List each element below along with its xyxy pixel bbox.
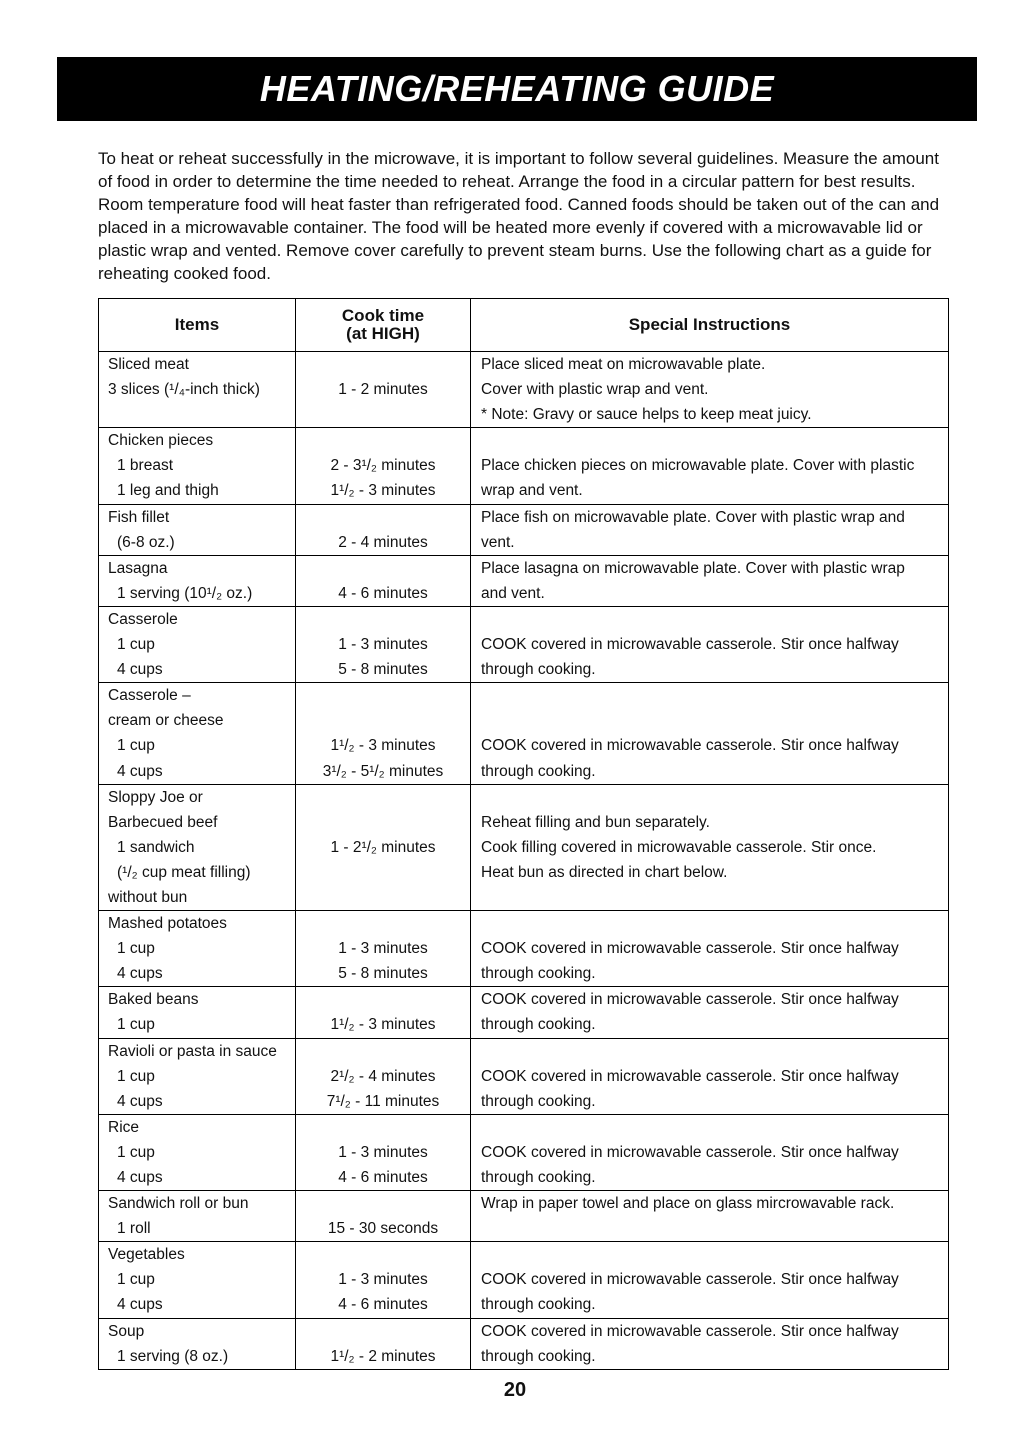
- table-row: [99, 504, 949, 555]
- cell-item: [99, 1038, 296, 1114]
- cell-instructions: [471, 1242, 949, 1318]
- cook-time-line: 4 - 6 minutes: [338, 1169, 428, 1186]
- cook-time-line: 1¹/₂ - 2 minutes: [330, 1347, 436, 1365]
- cook-time-line: [296, 1115, 470, 1140]
- cell-cook-time: [296, 1114, 471, 1190]
- table-row: [99, 1038, 949, 1114]
- item-line: Soup: [108, 1322, 145, 1340]
- item-line: 1 leg and thigh: [117, 482, 219, 500]
- cook-time-line: 2 - 4 minutes: [338, 533, 428, 551]
- cell-cook-time: [296, 1038, 471, 1114]
- item-line: Casserole –: [108, 687, 191, 705]
- cell-instructions: [471, 987, 949, 1038]
- item-line: Chicken pieces: [108, 432, 214, 450]
- item-line: 4 cups: [117, 1169, 163, 1186]
- reheating-guide-table: [98, 298, 949, 1370]
- cook-time-line: 2¹/₂ - 4 minutes: [330, 1067, 436, 1085]
- cook-time-line: 1 - 2¹/₂ minutes: [330, 838, 436, 856]
- item-line: cream or cheese: [108, 712, 224, 730]
- instruction-line: [471, 1039, 948, 1064]
- cook-time-line: [296, 352, 470, 377]
- cell-instructions: [471, 1038, 949, 1114]
- cell-cook-time: [296, 1318, 471, 1369]
- cook-time-line: [296, 810, 470, 835]
- cell-instructions: [471, 606, 949, 682]
- header-cook-time: [296, 299, 471, 352]
- table-row: [99, 606, 949, 682]
- cell-cook-time: [296, 911, 471, 987]
- instruction-line: vent.: [481, 533, 515, 551]
- cook-time-line: 2 - 3¹/₂ minutes: [330, 457, 436, 475]
- instruction-line: COOK covered in microwavable casserole. Stir once halfway: [481, 940, 899, 958]
- instruction-line: COOK covered in microwavable casserole. Stir once halfway: [481, 1143, 899, 1161]
- item-line: 1 cup: [117, 940, 155, 958]
- instruction-line: COOK covered in microwavable casserole. Stir once halfway: [481, 737, 899, 755]
- item-line: 1 serving (10¹/₂ oz.): [117, 584, 253, 602]
- instruction-line: COOK covered in microwavable casserole. Stir once halfway: [481, 991, 899, 1009]
- cook-time-line: [296, 505, 470, 530]
- intro-paragraph: To heat or reheat successfully in the microwave, it is important to follow several guidelines. Measure the amount of food in order to determine the time needed to reheat. Arrange the food in a circular pattern for best results. Room temperature food will heat faster than refrigerated food. Canned foods should be taken out of the can and placed in a microwavable container. The food will be heated more evenly if covered with a microwavable lid or plastic wrap and vented. Remove cover carefully to prevent steam burns. Use the following chart as a guide for reheating cooked food.: [98, 149, 940, 283]
- cook-time-line: [296, 1039, 470, 1064]
- table-row: [99, 1191, 949, 1242]
- table-row: [99, 784, 949, 910]
- cook-time-line: [296, 402, 470, 427]
- cook-time-line: [296, 1191, 470, 1216]
- item-line: Fish fillet: [108, 508, 170, 526]
- item-line: 1 sandwich: [117, 838, 195, 856]
- item-line: Rice: [108, 1118, 140, 1136]
- cell-cook-time: [296, 1242, 471, 1318]
- table-body: [99, 352, 949, 1370]
- cell-cook-time: [296, 555, 471, 606]
- item-line: Vegetables: [108, 1246, 185, 1264]
- cook-time-line: 4 - 6 minutes: [338, 584, 428, 602]
- cook-time-line: 1 - 3 minutes: [338, 636, 428, 654]
- cook-time-line: 3¹/₂ - 5¹/₂ minutes: [322, 762, 444, 780]
- cook-time-line: 1 - 3 minutes: [338, 940, 428, 958]
- instruction-line: [471, 683, 948, 708]
- instruction-line: through cooking.: [481, 1016, 596, 1034]
- cook-time-line: [296, 607, 470, 632]
- cell-cook-time: [296, 683, 471, 784]
- instruction-line: through cooking.: [481, 661, 596, 679]
- cell-item: [99, 606, 296, 682]
- cell-instructions: [471, 683, 949, 784]
- item-line: Lasagna: [108, 559, 168, 577]
- cook-time-line: 1¹/₂ - 3 minutes: [330, 1016, 436, 1034]
- cook-time-line: 1 - 3 minutes: [338, 1271, 428, 1289]
- item-line: 1 cup: [117, 1271, 155, 1289]
- instruction-line: COOK covered in microwavable casserole. Stir once halfway: [481, 1271, 899, 1289]
- item-line: Baked beans: [108, 991, 199, 1009]
- instruction-line: COOK covered in microwavable casserole. Stir once halfway: [481, 1067, 899, 1085]
- instruction-line: [471, 607, 948, 632]
- table-row: [99, 1318, 949, 1369]
- item-line: 1 roll: [117, 1220, 151, 1238]
- cell-cook-time: [296, 606, 471, 682]
- cook-time-line: [296, 708, 470, 733]
- instruction-line: through cooking.: [481, 1296, 596, 1314]
- cell-item: [99, 987, 296, 1038]
- cell-item: [99, 784, 296, 910]
- instruction-line: [471, 911, 948, 936]
- cell-cook-time: [296, 504, 471, 555]
- cell-item: [99, 911, 296, 987]
- item-line: 1 cup: [117, 636, 155, 654]
- item-line: 1 breast: [117, 457, 174, 475]
- instruction-line: through cooking.: [481, 1092, 596, 1110]
- header-special-instructions: Special Instructions: [471, 299, 949, 352]
- instruction-line: Place chicken pieces on microwavable plate. Cover with plastic: [481, 457, 915, 475]
- instruction-line: Wrap in paper towel and place on glass mircrowavable rack.: [481, 1195, 895, 1213]
- table-row: [99, 987, 949, 1038]
- item-line: [99, 402, 295, 427]
- table-row: [99, 352, 949, 428]
- instruction-line: through cooking.: [481, 1169, 596, 1186]
- cell-item: [99, 1318, 296, 1369]
- cell-cook-time: [296, 352, 471, 428]
- cell-cook-time: [296, 1191, 471, 1242]
- instruction-line: COOK covered in microwavable casserole. Stir once halfway: [481, 636, 899, 654]
- item-line: 4 cups: [117, 762, 163, 780]
- table-row: [99, 1114, 949, 1190]
- cell-instructions: [471, 1114, 949, 1190]
- header-items: Items: [99, 299, 296, 352]
- table-row: [99, 555, 949, 606]
- instruction-line: [471, 708, 948, 733]
- item-line: Sloppy Joe or: [108, 788, 203, 806]
- cook-time-line: 5 - 8 minutes: [338, 661, 428, 679]
- item-line: 4 cups: [117, 661, 163, 679]
- cook-time-line: 1¹/₂ - 3 minutes: [330, 482, 436, 500]
- cell-item: [99, 1191, 296, 1242]
- instruction-line: through cooking.: [481, 762, 596, 780]
- instruction-line: [471, 1242, 948, 1267]
- cook-time-line: [296, 987, 470, 1012]
- cook-time-line: [296, 1242, 470, 1267]
- cell-instructions: [471, 1318, 949, 1369]
- item-line: (¹/₂ cup meat filling): [117, 863, 251, 881]
- instruction-line: [471, 1216, 948, 1241]
- cell-item: [99, 1242, 296, 1318]
- cell-instructions: [471, 504, 949, 555]
- item-line: 4 cups: [117, 1092, 163, 1110]
- cell-instructions: [471, 555, 949, 606]
- table-row: [99, 428, 949, 504]
- instruction-line: Place fish on microwavable plate. Cover with plastic wrap and: [481, 508, 905, 526]
- instruction-line: [471, 885, 948, 910]
- cook-time-line: 1 - 2 minutes: [338, 381, 428, 399]
- cook-time-line: 15 - 30 seconds: [327, 1220, 439, 1238]
- cell-item: [99, 504, 296, 555]
- cook-time-line: 4 - 6 minutes: [338, 1296, 428, 1314]
- instruction-line: Place sliced meat on microwavable plate.: [481, 356, 766, 373]
- cell-item: [99, 352, 296, 428]
- item-line: 1 serving (8 oz.): [117, 1347, 229, 1365]
- cook-time-line: 5 - 8 minutes: [338, 965, 428, 983]
- instruction-line: Cover with plastic wrap and vent.: [481, 381, 709, 399]
- cell-instructions: [471, 1191, 949, 1242]
- cook-time-line: [296, 885, 470, 910]
- cook-time-line: [296, 428, 470, 453]
- cook-time-line: [296, 860, 470, 885]
- instruction-line: [471, 1115, 948, 1140]
- page-number: 20: [503, 1379, 527, 1401]
- instruction-line: through cooking.: [481, 965, 596, 983]
- instruction-line: [471, 428, 948, 453]
- instruction-line: [471, 785, 948, 810]
- cook-time-line: 1 - 3 minutes: [338, 1143, 428, 1161]
- instruction-line: and vent.: [481, 584, 545, 602]
- cook-time-line: 1¹/₂ - 3 minutes: [330, 737, 436, 755]
- item-line: Barbecued beef: [108, 813, 218, 831]
- instruction-line: Heat bun as directed in chart below.: [481, 863, 728, 881]
- item-line: (6-8 oz.): [117, 533, 175, 551]
- item-line: 1 cup: [117, 1143, 155, 1161]
- item-line: 1 cup: [117, 1067, 155, 1085]
- item-line: 3 slices (¹/₄-inch thick): [108, 381, 260, 399]
- cell-cook-time: [296, 428, 471, 504]
- cell-cook-time: [296, 987, 471, 1038]
- cook-time-line: [296, 556, 470, 581]
- item-line: 1 cup: [117, 737, 155, 755]
- item-line: without bun: [108, 888, 188, 906]
- item-line: Ravioli or pasta in sauce: [108, 1042, 277, 1060]
- header-cook-time-line2: (at HIGH): [346, 324, 420, 343]
- cook-time-line: [296, 911, 470, 936]
- table-row: [99, 683, 949, 784]
- table-header-row: [99, 299, 949, 352]
- cell-instructions: [471, 352, 949, 428]
- cook-time-line: [296, 1319, 470, 1344]
- cook-time-line: [296, 785, 470, 810]
- table-row: [99, 911, 949, 987]
- table-row: [99, 1242, 949, 1318]
- instruction-line: through cooking.: [481, 1347, 596, 1365]
- item-line: 4 cups: [117, 1296, 163, 1314]
- cell-instructions: [471, 428, 949, 504]
- instruction-line: * Note: Gravy or sauce helps to keep meat juicy.: [481, 406, 812, 424]
- instruction-line: COOK covered in microwavable casserole. Stir once halfway: [481, 1322, 899, 1340]
- item-line: 1 cup: [117, 1016, 155, 1034]
- item-line: Sandwich roll or bun: [108, 1195, 249, 1213]
- page-title-bar: [57, 57, 977, 121]
- cell-instructions: [471, 784, 949, 910]
- instruction-line: Cook filling covered in microwavable casserole. Stir once.: [481, 838, 877, 856]
- cell-item: [99, 1114, 296, 1190]
- instruction-line: Place lasagna on microwavable plate. Cover with plastic wrap: [481, 559, 905, 577]
- item-line: Casserole: [108, 610, 178, 628]
- item-line: 4 cups: [117, 965, 163, 983]
- cook-time-line: [296, 683, 470, 708]
- item-line: Sliced meat: [108, 356, 189, 373]
- instruction-line: Reheat filling and bun separately.: [481, 813, 710, 831]
- header-cook-time-line1: Cook time: [341, 306, 425, 325]
- cell-instructions: [471, 911, 949, 987]
- cell-item: [99, 555, 296, 606]
- cell-item: [99, 683, 296, 784]
- page-title: HEATING/REHEATING GUIDE: [259, 68, 775, 109]
- cell-item: [99, 428, 296, 504]
- item-line: Mashed potatoes: [108, 915, 227, 933]
- cell-cook-time: [296, 784, 471, 910]
- instruction-line: wrap and vent.: [481, 482, 583, 500]
- cook-time-line: 7¹/₂ - 11 minutes: [326, 1092, 440, 1110]
